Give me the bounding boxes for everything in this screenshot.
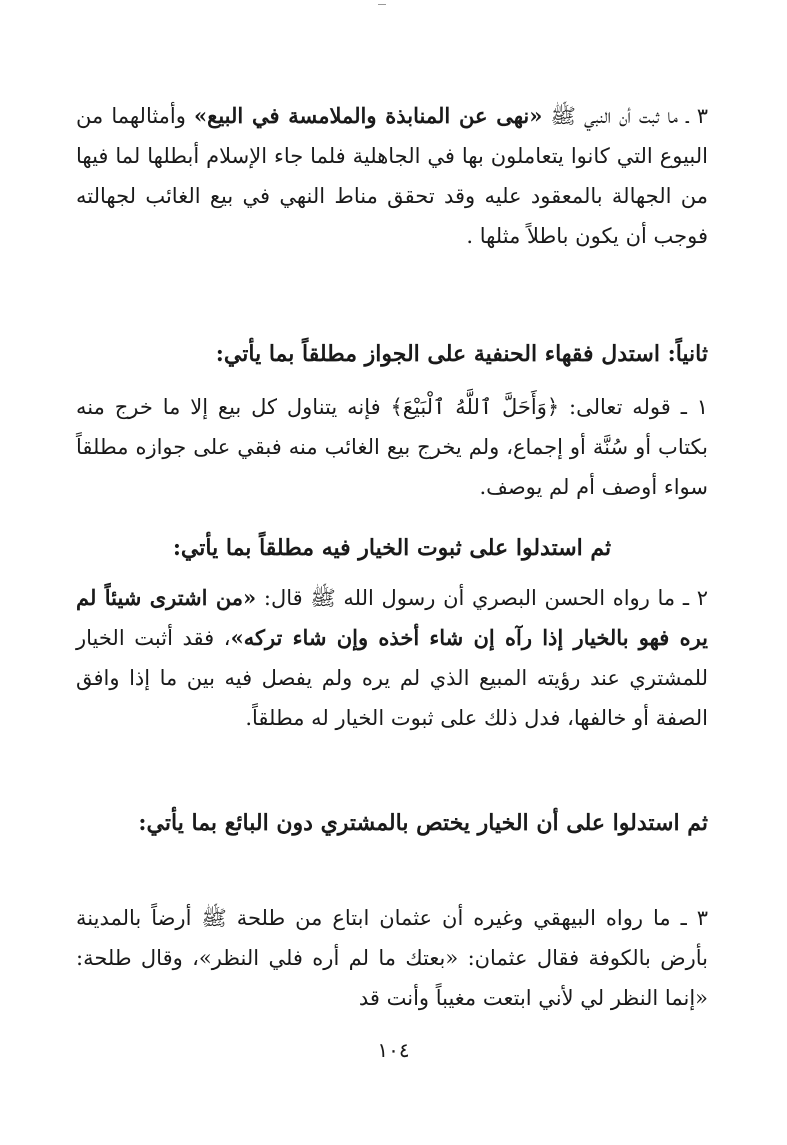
heading-khiyar: ثم استدلوا على ثبوت الخيار فيه مطلقاً بما يأتي: xyxy=(172,535,612,561)
item-3a-hadith: «نهى عن المنابذة والملامسة في البيع» xyxy=(194,103,543,128)
item-2-hadith: «من اشترى شيئاً لم يره فهو بالخيار إذا رآه إن شاء أخذه وإن شاء تركه» xyxy=(76,585,708,650)
paragraph-item-3-nahy xyxy=(76,96,708,256)
heading-mushtari: ثم استدلوا على أن الخيار يختص بالمشتري دون البائع بما يأتي: xyxy=(138,810,708,836)
page-number: ١٠٤ xyxy=(377,1038,410,1062)
item-3a-lead: ٣ ـ ما ثبت أن النبي ﷺ xyxy=(542,104,708,128)
paragraph-item-1: ١ ـ قوله تعالى: ﴿وَأَحَلَّ ٱللَّهُ ٱلْبَيْعَ﴾ فإنه يتناول كل بيع إلا ما خرج منه بكتاب أو سُنَّة أو إجماع، ولم يخرج بيع الغائب منه فبقي على جوازه مطلقاً سواء أوصف أم لم يوصف. xyxy=(76,395,708,499)
paragraph-item-3-bayhaqi: ٣ ـ ما رواه البيهقي وغيره أن عثمان ابتاع من طلحة ﷺ أرضاً بالمدينة بأرض بالكوفة فقال عثمان: «بعتك ما لم أره فلي النظر»، وقال طلحة: «إنما النظر لي لأني ابتعت مغيباً وأنت قد xyxy=(76,906,708,1010)
paragraph-item-2 xyxy=(76,578,708,738)
top-mark xyxy=(378,4,386,5)
heading-thaniyan: ثانياً: استدل فقهاء الحنفية على الجواز مطلقاً بما يأتي: xyxy=(215,341,708,367)
item-2-lead: ٢ ـ ما رواه الحسن البصري أن رسول الله ﷺ قال: xyxy=(256,586,708,610)
item-3a-rest: وأمثالهما من البيوع التي كانوا يتعاملون بها في الجاهلية فلما جاء الإسلام أبطلها لما فيها من الجهالة بالمعقود عليه وقد تحقق مناط النهي في بيع الغائب لجهالته فوجب أن يكون باطلاً مثلها . xyxy=(76,104,708,248)
item-2-rest: ، فقد أثبت الخيار للمشتري عند رؤيته المبيع الذي لم يره ولم يفصل فيه بين ما إذا وافق الصفة أو خالفها، فدل ذلك على ثبوت الخيار له مطلقاً. xyxy=(76,626,708,730)
